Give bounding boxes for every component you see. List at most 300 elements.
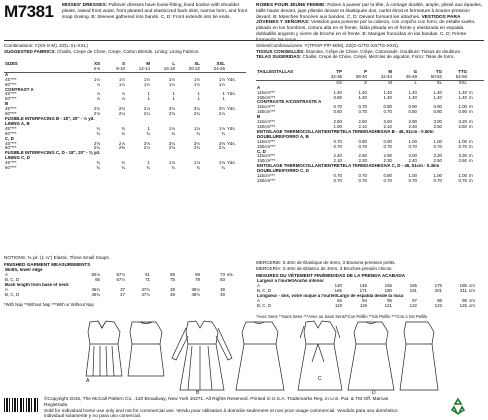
section-label: DOUBLURE/FORRO C, D: [257, 169, 309, 174]
size-number: 8-10: [101, 67, 126, 72]
yardage-value: 0.80: [358, 139, 367, 144]
yardage-value: 2¾: [193, 112, 200, 117]
yardage-value: 0.70: [358, 110, 367, 115]
unit: m: [469, 124, 473, 129]
yardage-value: 1⅛: [168, 161, 175, 166]
fabric-width: 60"***: [5, 166, 17, 171]
yardage-value: 1: [197, 92, 200, 97]
size-code: L: [172, 62, 175, 66]
size-code: G: [413, 70, 417, 74]
yardage-value: 1.40: [458, 90, 467, 95]
measurement-value: 165: [334, 288, 342, 293]
yardage-value: 0.70: [333, 144, 342, 149]
figure-label-d: D: [372, 390, 376, 396]
dress-d-back-drawing: [400, 322, 438, 390]
section-label: C, D: [257, 149, 266, 154]
measurement-value: 75: [170, 277, 175, 282]
right-nap-note: *Avec Sens **Sans Sens ***Avec ou Sans Sens/*Con Pelillo **Sin Pelillo ***Con o Sin Pelillo: [256, 314, 428, 319]
yardage-value: 2.60: [358, 154, 367, 159]
measurement-value: 37½: [141, 287, 150, 292]
size-number: 38-40: [343, 75, 368, 80]
measurement-value: 47: [120, 292, 125, 297]
measurement-value: 36½: [91, 287, 100, 292]
yardage-value: 2.40: [408, 159, 417, 164]
yardage-value: 0.80: [408, 110, 417, 115]
yardage-value: ¾: [196, 166, 200, 171]
yardage-value: 1⅛: [168, 126, 175, 131]
measurement-value: 47½: [141, 292, 150, 297]
size-number: 42-44: [368, 75, 393, 80]
size-code: TP: [336, 70, 342, 74]
description-es-title: VESTIDOS PARA JÓVENES Y SEÑORAS:: [256, 14, 461, 26]
view-label: A: [257, 298, 260, 303]
yardage-value: 1.40: [383, 95, 392, 100]
dress-c-back-drawing: [348, 322, 394, 390]
measurement-value: 180: [384, 288, 392, 293]
garment-line-drawings: [60, 318, 440, 396]
yardage-value: 1⅛: [218, 126, 225, 131]
description-fr-text: Robes à passer par la tête, à corsage doublé, ample, plissé aux épaules, taille haute devant, jupe plissée devant et élastiquée dos, ourlet étroit et fermeture à bouton-pression devant. B: Manches froncées aux bandes. C, D: Devant formant les attaches.: [256, 3, 483, 20]
yardage-value: 3⅛: [168, 107, 175, 112]
yardage-value: 1: [172, 97, 175, 102]
section-label: A: [257, 85, 261, 90]
unit: m: [469, 144, 473, 149]
yardage-value: ¾: [196, 131, 200, 136]
yardage-value: 1: [197, 97, 200, 102]
figure-label-b: B: [196, 390, 200, 396]
right-telas-text: Challis, Crepé de Chine, Crepé, Mezclas de algodón. Forro: Telas de forro.: [302, 54, 455, 60]
fabric-width: 115cm***: [257, 154, 275, 159]
measurement-value: 55⅛: [91, 272, 100, 277]
figure-label-a: A: [86, 378, 90, 384]
measurement-value: 48½: [191, 292, 200, 297]
section-label: C, D: [5, 136, 14, 141]
measurement-value: 95: [387, 298, 392, 303]
unit: cm: [469, 303, 475, 308]
measurement-row: [4, 293, 246, 298]
yardage-value: 2.10: [383, 124, 392, 129]
left-combinations: Combinations: Y(XS-S-M), ZZ(L-XL-XXL): [4, 43, 88, 48]
unit: Yds.: [227, 126, 236, 131]
yardage-value: 0.70: [408, 144, 417, 149]
description-en-title: MISSES' DRESSES:: [62, 3, 108, 8]
yardage-value: 0.70: [358, 178, 367, 183]
dress-b-back-drawing: [236, 322, 284, 390]
description-fr-es: [256, 3, 483, 44]
measurement-value: 73: [220, 272, 225, 277]
measurement-value: 39: [220, 287, 225, 292]
yardage-value: 2.10: [333, 159, 342, 164]
yardage-value: 1.40: [333, 90, 342, 95]
yardage-value: 2⅝: [168, 146, 175, 151]
measurement-value: 155: [384, 283, 392, 288]
measurement-value: 61: [145, 272, 150, 277]
unit: m: [469, 174, 473, 179]
yardage-value: ¾: [171, 131, 175, 136]
fabric-width: 60"***: [5, 131, 17, 136]
yardage-value: ⅞: [121, 97, 125, 102]
yardage-value: 0.70: [333, 139, 342, 144]
yardage-value: ⅞: [121, 92, 125, 97]
measurement-value: 83: [220, 277, 225, 282]
right-telas-title: TELAS SUGERIDAS:: [256, 54, 302, 60]
yardage-value: 1.40: [433, 95, 442, 100]
measurement-value: 99: [462, 298, 467, 303]
yardage-value: 1.00: [458, 139, 467, 144]
measurement-value: 48: [170, 292, 175, 297]
size-code-en: L: [414, 80, 417, 85]
size-code: M: [146, 62, 150, 66]
yardage-value: 0.70: [383, 110, 392, 115]
yardage-value: 2¾: [93, 107, 100, 112]
fabric-width: 115cm***: [257, 174, 275, 179]
yardage-value: 2.40: [408, 124, 417, 129]
size-number: 20-22: [176, 67, 201, 72]
yardage-value: 0.70: [358, 174, 367, 179]
yardage-value: 1½: [218, 82, 225, 87]
yardage-value: 2.90: [408, 120, 417, 125]
yardage-value: 1: [147, 161, 150, 166]
description-en-text: Pullover dresses have loose-fitting, lined bodice with shoulder pleats, raised front waist, front pleated and elasticized back skirt, narrow hem, and front snap closing. B: Sleeves gathered into bands. C, D: Front extends into tie ends.: [62, 3, 248, 20]
yardage-value: 1.40: [383, 90, 392, 95]
yardage-value: 2⅛: [93, 112, 100, 117]
yardage-value: ¾: [221, 166, 225, 171]
yardage-value: 1½: [193, 82, 200, 87]
yardage-value: 1.00: [408, 139, 417, 144]
yardage-value: 3.20: [433, 154, 442, 159]
yardage-value: ⅞: [96, 92, 100, 97]
yardage-value: 2.20: [358, 159, 367, 164]
yardage-value: 2¼: [93, 146, 100, 151]
yardage-value: 3¼: [168, 141, 175, 146]
yardage-value: 0.70: [383, 144, 392, 149]
measurement-row: [256, 304, 484, 309]
right-measurements-table: [256, 279, 484, 308]
section-label: ENTOILAGE THERMOCOLLANT/ENTRETELA TERMOADHESIVA B - 46, 51cm - 0.50m: [257, 129, 434, 134]
section-label: FUSIBLE INTERFACING C, D - 18", 20" - ⅜ yd.: [5, 151, 101, 156]
size-code: TG: [435, 70, 442, 74]
yardage-value: ¾: [171, 166, 175, 171]
yardage-value: 1.40: [433, 90, 442, 95]
unit: m: [469, 178, 473, 183]
yardage-value: 3.00: [408, 154, 417, 159]
usage-notice: Sold for individual home use only and not for commercial use. Vendu pour utilisation à domicile seulement et non pour usage commercial. Vendido para uso doméstico individual solamente y no para uso comercial.: [44, 408, 398, 420]
yardage-value: 1.00: [433, 139, 442, 144]
size-code: XXL: [216, 62, 225, 66]
yardage-value: 0.70: [333, 178, 342, 183]
yardage-value: ¾: [96, 131, 100, 136]
top-divider: [4, 40, 484, 41]
width-label-text: Largeur à l'ourlet/Ancho inferior: [257, 279, 324, 283]
size-code-en: XL: [436, 80, 442, 85]
yardage-value: 1½: [218, 77, 225, 82]
yardage-value: 0.80: [383, 174, 392, 179]
measurement-value: 67½: [116, 277, 125, 282]
yardage-value: 1.00: [408, 174, 417, 179]
left-fabrics-text: Challis, Crepe de Chine, Crepe, Cotton Blends. Lining: Lining Fabrics.: [57, 48, 200, 54]
yardage-value: 0.70: [333, 105, 342, 110]
yardage-value: 1½: [143, 77, 150, 82]
description-english: [62, 3, 248, 20]
view-label: A: [5, 287, 8, 292]
measurement-value: 94: [362, 298, 367, 303]
dress-a-back-drawing: [128, 322, 164, 376]
yardage-value: 1⅛: [218, 161, 225, 166]
width-label-text: Width, lower edge: [5, 268, 43, 272]
fabric-width: 45"***: [5, 92, 17, 97]
yardage-value: 2½: [143, 146, 150, 151]
measurement-value: 125: [459, 303, 467, 308]
yardage-value: 0.70: [458, 144, 467, 149]
measurement-value: 175: [434, 283, 442, 288]
unit: Yds.: [227, 92, 236, 97]
fabric-width: 45"***: [5, 141, 17, 146]
section-label: LINING A, B: [5, 121, 30, 126]
fabric-width: 45"***: [5, 126, 17, 131]
yardage-value: 1.40: [458, 95, 467, 100]
yardage-value: 0.90: [383, 139, 392, 144]
size-code: XS: [94, 62, 100, 66]
sizes-label: TAILLES/TALLAS: [257, 70, 294, 74]
unit: Yds.: [227, 77, 236, 82]
yardage-value: 2¾: [118, 107, 125, 112]
yardage-value: ¾: [121, 161, 125, 166]
left-measurements-title: FINISHED GARMENT MEASUREMENTS: [4, 262, 91, 267]
section-label: B: [5, 102, 9, 107]
yardage-value: 0.70: [358, 144, 367, 149]
unit: ins.: [227, 272, 234, 277]
measurement-value: 71: [145, 277, 150, 282]
yardage-value: 1⅛: [193, 161, 200, 166]
yardage-value: 0.60: [333, 110, 342, 115]
yardage-value: 0.70: [433, 178, 442, 183]
description-fr-title: ROBES POUR JEUNE FEMME:: [256, 3, 326, 8]
fabric-width: 60"***: [5, 146, 17, 151]
yardage-value: 0.70: [408, 178, 417, 183]
yardage-value: ¾: [146, 166, 150, 171]
yardage-value: 1½: [93, 77, 100, 82]
fabric-width: 150cm***: [257, 144, 276, 149]
yardage-value: 2⅝: [93, 141, 100, 146]
yardage-value: 0.90: [408, 105, 417, 110]
yardage-value: 1.40: [358, 95, 367, 100]
yardage-value: ⅞: [96, 97, 100, 102]
yardage-value: 1½: [168, 77, 175, 82]
measurement-value: 185: [459, 283, 467, 288]
fabric-width: 45"***: [5, 161, 17, 166]
measurement-value: 38: [170, 287, 175, 292]
measurement-value: 140: [334, 283, 342, 288]
size-number: 50-52: [418, 75, 443, 80]
unit: m: [469, 159, 473, 164]
measurement-value: 38½: [191, 287, 200, 292]
fabric-width: 115cm***: [257, 120, 275, 125]
yardage-value: 3½: [218, 107, 225, 112]
fabric-width: 150cm***: [257, 124, 276, 129]
section-label: FUSIBLE INTERFACING B - 18", 20" - ½ yd.: [5, 116, 95, 121]
right-yardage-table: [256, 70, 484, 184]
yardage-value: 2⅜: [118, 146, 125, 151]
length-label-text: Longueur - dos, votre nuque à l'ourlet/Largo de espalda desde la nuca: [257, 293, 404, 298]
description-es-text: Vestidos para ponerse por la cabeza, con corpiño con forro, de entalle suelto, plisado en los hombros, cintura alta en el frente, falda plisada en el frente y elastizada en espalda, dobladillo angosto y cierre de broche en el frente. B: Mangas fruncidas en las bandas. C, D: Frente formando los lazos.: [256, 20, 476, 43]
yardage-row: [256, 179, 484, 184]
yardage-value: 1: [147, 97, 150, 102]
measurement-value: 97: [412, 298, 417, 303]
unit: m: [469, 105, 473, 110]
yardage-value: 1½: [118, 77, 125, 82]
section-label: CONTRASTE A/CONTRASTE A: [257, 100, 322, 105]
sizes-label: SIZES: [5, 62, 18, 66]
left-notions: NOTIONS: ⅜ yd. (1 ¼") Elastic, Three Small Snaps.: [4, 255, 110, 260]
fabric-width: 45"***: [5, 77, 17, 82]
unit: cm: [469, 283, 475, 288]
yardage-value: 0.80: [383, 105, 392, 110]
yardage-value: 2⅞: [143, 107, 150, 112]
unit: m: [469, 90, 473, 95]
measurement-value: 79: [195, 277, 200, 282]
yardage-value: 0.70: [333, 174, 342, 179]
fabric-width: 115cm***: [257, 105, 275, 110]
measurement-value: 65: [170, 272, 175, 277]
yardage-value: 2.40: [333, 154, 342, 159]
measurement-value: 171: [359, 288, 367, 293]
fabric-width: 60"***: [5, 112, 17, 117]
measurement-value: 119: [360, 303, 367, 308]
measurement-value: 121: [384, 303, 392, 308]
size-code: M: [388, 70, 392, 74]
left-nap-note: *With Nap **Without Nap ***With or Without Nap: [4, 302, 94, 307]
yardage-value: 2.50: [433, 124, 442, 129]
right-combinations: Séries/Combinaciones: Y(TP/XP-P/P-M/M), ZZ(G-G/TG-XG/TG-XXG).: [256, 43, 400, 48]
measurement-value: 69: [195, 272, 200, 277]
yardage-value: 1.00: [433, 174, 442, 179]
fabric-width: 45"***: [5, 107, 17, 112]
measurement-value: 191: [409, 288, 417, 293]
unit: Yds.: [227, 107, 236, 112]
right-merceria: MERCERÍA: 0.40m de Elástico de 3mm, 3 Broches-presión chicos.: [256, 265, 393, 271]
size-code: S: [122, 62, 125, 66]
measurement-value: 98: [437, 298, 442, 303]
yardage-value: 0.70: [458, 178, 467, 183]
measurement-value: 37: [120, 287, 125, 292]
fabric-width: 150cm***: [257, 110, 276, 115]
measurement-value: 93: [337, 298, 342, 303]
measurement-value: 57½: [116, 272, 125, 277]
yardage-value: 1½: [168, 82, 175, 87]
right-notions: [256, 260, 484, 271]
size-code: P: [364, 70, 367, 74]
yardage-value: 3⅝: [218, 141, 225, 146]
unit: [226, 166, 246, 171]
right-measurements-title: MESURES DU VÊTEMENT FINI/MEDIDAS DE LA PRENDA ACABADA: [256, 273, 406, 278]
fabric-width: 115cm***: [257, 139, 275, 144]
left-measurements-table: [4, 268, 246, 297]
measurement-value: 122: [409, 303, 417, 308]
yardage-value: 0.80: [433, 110, 442, 115]
yardage-value: ¾: [221, 131, 225, 136]
section-label: ENTOILAGE THERMOCOLLANT/ENTRETELA TERMOADHESIVA C, D - 46, 51cm - 0.40m: [257, 164, 440, 169]
size-code: TTG: [458, 70, 467, 74]
dress-a-front-drawing: [86, 321, 122, 376]
unit: cm: [469, 298, 475, 303]
unit: m: [469, 154, 473, 159]
view-label: B, C, D: [257, 303, 272, 308]
section-label: B: [257, 115, 261, 120]
yardage-value: 0.70: [383, 178, 392, 183]
left-fabrics-title: SUGGESTED FABRICS:: [4, 48, 56, 54]
view-label: A: [5, 272, 8, 277]
yardage-value: 1½: [118, 82, 125, 87]
size-code-en: S: [364, 80, 367, 85]
size-number: 24-26: [201, 67, 226, 72]
yardage-value: 3.00: [433, 120, 442, 125]
measurement-value: 123: [434, 303, 442, 308]
unit: m: [469, 95, 473, 100]
copyright-footer: [44, 397, 404, 420]
yardage-value: 2.10: [358, 124, 367, 129]
yardage-value: 2¼: [143, 112, 150, 117]
figure-label-c: C: [318, 376, 322, 382]
unit: Yds.: [227, 161, 236, 166]
measurement-value: 165: [409, 283, 417, 288]
yardage-value: 3.30: [458, 154, 467, 159]
size-code-en: XXL: [458, 80, 467, 85]
measurement-value: 119: [335, 303, 342, 308]
section-label: DOUBLURE/FORRO A, B: [257, 134, 309, 139]
yardage-value: 1: [172, 92, 175, 97]
size-number: 46-48: [393, 75, 418, 80]
yardage-value: 2⅝: [168, 112, 175, 117]
section-label: A: [5, 72, 9, 77]
right-fabrics-title: TISSUS CONSEILLÉS:: [256, 48, 305, 54]
size-number: 16-18: [151, 67, 176, 72]
measurement-value: 211: [460, 288, 467, 293]
yardage-value: 1.40: [408, 95, 417, 100]
yardage-value: 2⅞: [218, 112, 225, 117]
yardage-value: 2.60: [458, 124, 467, 129]
yardage-value: 2⅞: [118, 141, 125, 146]
right-mercerie: MERCERIE: 0.40m de Élastique de 3mm, 3 Boutons-pression petits.: [256, 260, 396, 265]
section-label: CONTRAST A: [5, 87, 34, 92]
recycle-icon: [449, 397, 467, 415]
yardage-value: 2¾: [193, 146, 200, 151]
yardage-value: 1⅛: [193, 126, 200, 131]
measurement-value: 65: [95, 277, 100, 282]
right-telas: [256, 54, 484, 60]
section-label: LINING C, D: [5, 156, 30, 161]
yardage-value: ¾: [96, 126, 100, 131]
measurement-value: 46¾: [91, 292, 100, 297]
yardage-value: 2.50: [433, 159, 442, 164]
left-fabric-info: [4, 43, 246, 54]
yardage-value: 1½: [193, 77, 200, 82]
pattern-number: M7381: [4, 2, 54, 21]
yardage-value: 1.00: [458, 105, 467, 110]
unit: m: [469, 139, 473, 144]
yardage-value: ¾: [121, 126, 125, 131]
yardage-value: 0.70: [433, 144, 442, 149]
unit: m: [469, 110, 473, 115]
yardage-value: 2.90: [383, 154, 392, 159]
yardage-value: ¾: [96, 166, 100, 171]
right-fabric-info: [256, 43, 484, 60]
measurement-value: 49: [220, 292, 225, 297]
yardage-value: 3.20: [458, 120, 467, 125]
dress-b-front-drawing: [172, 321, 232, 390]
yardage-value: 1.90: [333, 124, 342, 129]
copyright-line: ©Copyright 2016, The McCall Pattern Co., 120 Broadway, New York 10271. All Rights Reserved. Printed in U.S.A. Trademarks Reg. in U.S. Pat. & TM Off. Marcas Registrada: [44, 397, 389, 408]
fabric-width: 150cm***: [257, 95, 276, 100]
